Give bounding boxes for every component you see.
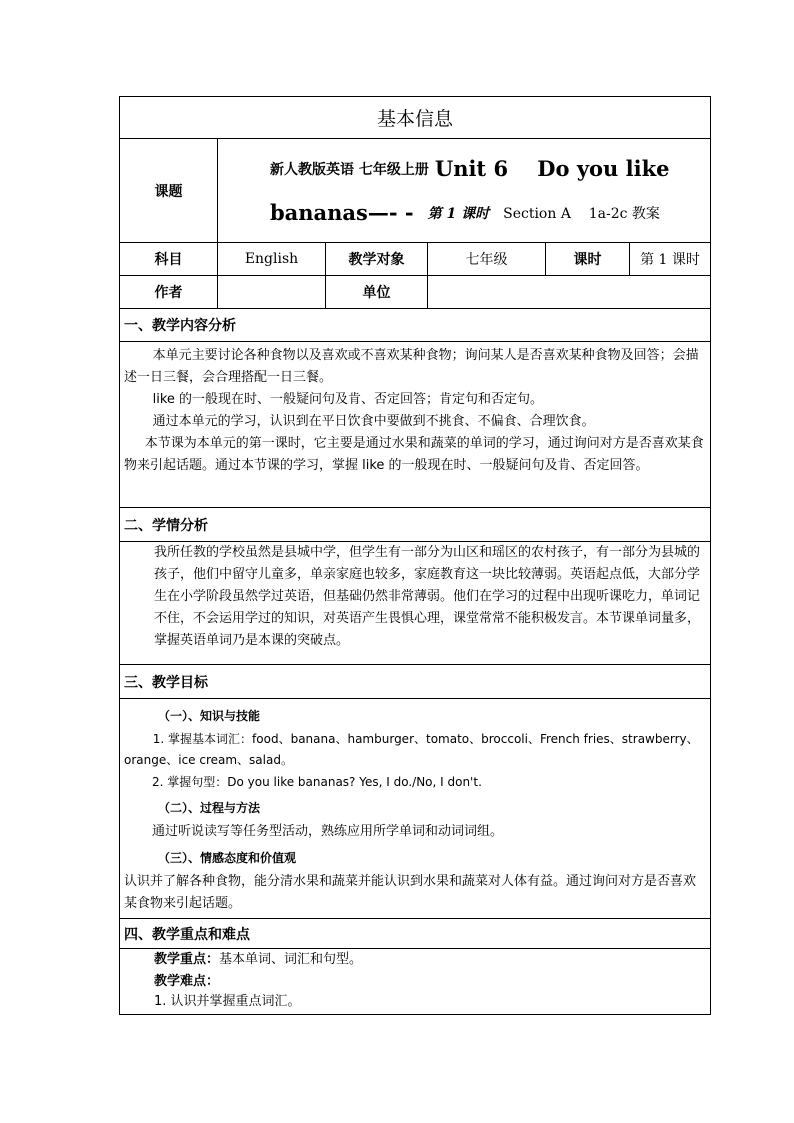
topic-lesson-text: 第 1 课时 (427, 205, 490, 222)
section4-difficulty-label: 教学难点： (154, 974, 220, 989)
period-value: 第 1 课时 (640, 252, 700, 268)
section4-key-point (154, 949, 706, 971)
section4-body (120, 949, 710, 1014)
author-label: 作者 (120, 276, 218, 308)
topic-section-text: Section A 1a-2c 教案 (503, 205, 660, 222)
section1-paragraph-3: 通过本单元的学习，认识到在平日饮食中要做到不挑食、不偏食、合理饮食。 (152, 414, 595, 429)
section3-sub-process: （二）、过程与方法 (158, 801, 261, 815)
basic-info-title: 基本信息 (376, 108, 453, 130)
unit-label: 单位 (326, 276, 428, 308)
target-label: 教学对象 (326, 243, 428, 275)
section3-attitude-text: 认识并了解各种食物，能分清水果和蔬菜并能认识到水果和蔬菜对人体有益。通过询问对方是否喜欢某食物来引起话题。 (124, 874, 697, 911)
topic-unit-text: Unit 6 Do you like (434, 156, 670, 181)
section1-paragraph-1: 本单元主要讨论各种食物以及喜欢或不喜欢某种食物；询问某人是否喜欢某种食物及回答；会描述一日三餐，会合理搭配一日三餐。 (124, 348, 699, 385)
subject-value: English (218, 243, 326, 275)
subject-label: 科目 (120, 243, 218, 275)
section3-sub-knowledge: （一）、知识与技能 (158, 709, 261, 723)
section1-heading-row (120, 309, 710, 342)
section1-paragraph-4: 本节课为本单元的第一课时，它主要是通过水果和蔬菜的单词的学习，通过询问对方是否喜欢某食物来引起话题。通过本节课的学习，掌握 like 的一般现在时、一般疑问句及肯、否定回答。 (124, 436, 704, 473)
section3-item-sentence: 2. 掌握句型：Do you like bananas? Yes, I do./No, I don't. (152, 775, 482, 789)
lesson-plan-table (119, 96, 711, 1015)
unit-value (428, 276, 710, 308)
topic-value (218, 139, 710, 242)
section4-key-value: 基本单词、词汇和句型。 (219, 952, 363, 967)
section4-difficulty-item-1: 1. 认识并掌握重点词汇。 (154, 994, 301, 1009)
section4-heading-row (120, 919, 710, 949)
author-value (218, 276, 326, 308)
basic-info-row (120, 97, 710, 139)
section2-heading-row (120, 508, 710, 542)
section3-heading-row (120, 665, 710, 699)
section3-item-vocabulary: 1. 掌握基本词汇：food、banana、hamburger、tomato、broccoli、French fries、strawberry、orange、ice cream、salad。 (124, 732, 699, 767)
section3-process-text: 通过听说读写等任务型活动，熟练应用所学单词和动词词组。 (152, 824, 504, 839)
topic-row (120, 139, 710, 243)
section2-paragraph: 我所任教的学校虽然是县城中学，但学生有一部分为山区和瑶区的农村孩子，有一部分为县城的孩子，他们中留守儿童多，单亲家庭也较多，家庭教育这一块比较薄弱。英语起点低，大部分学生在小学阶段虽然学过英语，但基础仍然非常薄弱。他们在学习的过程中出现听课吃力，单词记不住，不会运用学过的知识，对英语产生畏惧心理，课堂常常不能积极发言。本节课单词量多，掌握英语单词乃是本课的突破点。 (154, 545, 701, 648)
section3-heading: 三、教学目标 (124, 674, 208, 691)
author-row (120, 276, 710, 309)
topic-bananas-text: bananas—- - (270, 200, 414, 225)
period-label: 课时 (546, 243, 630, 275)
section1-heading: 一、教学内容分析 (124, 318, 236, 334)
target-value: 七年级 (428, 243, 546, 275)
section2-heading: 二、学情分析 (124, 517, 208, 534)
section3-body (120, 699, 710, 919)
topic-label: 课题 (120, 139, 218, 242)
section1-body (120, 342, 710, 508)
subject-row (120, 243, 710, 276)
section4-heading: 四、教学重点和难点 (124, 926, 250, 943)
topic-cn-text: 新人教版英语 七年级上册 (270, 161, 429, 178)
section2-body (120, 542, 710, 665)
section1-paragraph-2: like 的一般现在时、一般疑问句及肯、否定回答；肯定句和否定句。 (152, 392, 544, 407)
section4-key-label: 教学重点： (154, 952, 220, 967)
section3-sub-attitude: （三）、情感态度和价值观 (158, 851, 297, 865)
